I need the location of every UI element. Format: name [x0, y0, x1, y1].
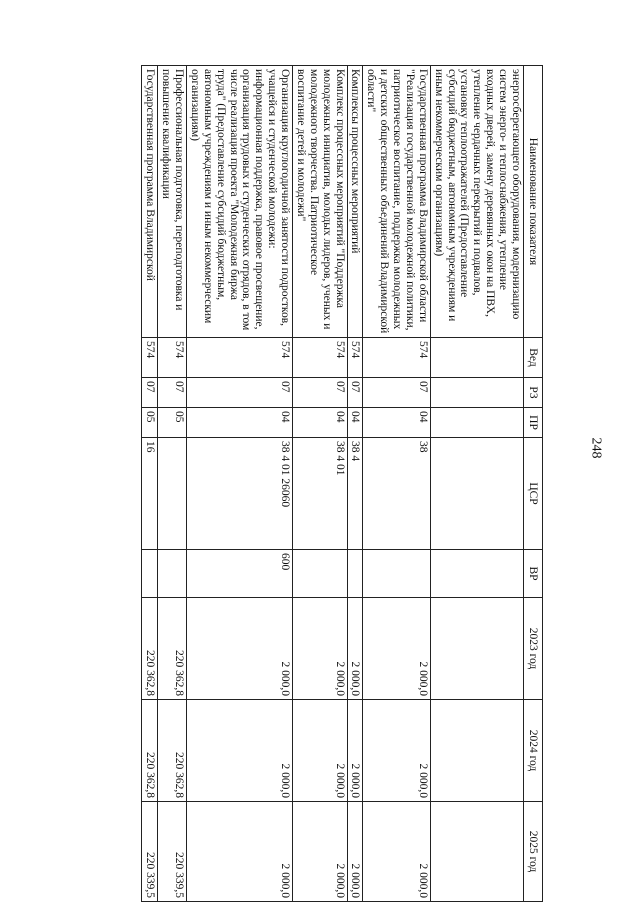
csr-cell: 38 — [363, 438, 430, 550]
vr-cell — [430, 550, 523, 598]
column-header: ПР — [524, 408, 543, 438]
ved-cell — [430, 338, 523, 378]
table-row — [430, 66, 523, 902]
amount-2024: 2 000,0 — [187, 700, 293, 802]
rz-cell: 07 — [142, 378, 158, 408]
csr-cell: 38 4 01 — [293, 438, 348, 550]
amount-2023: 2 000,0 — [187, 598, 293, 700]
table-row — [142, 66, 158, 902]
rz-cell — [430, 378, 523, 408]
amount-2024: 2 000,0 — [293, 700, 348, 802]
ved-cell: 574 — [142, 338, 158, 378]
column-header: 2025 год — [524, 802, 543, 902]
header-row — [524, 66, 543, 902]
amount-2025: 2 000,0 — [187, 802, 293, 902]
pr-cell: 04 — [347, 408, 363, 438]
csr-cell: 16 — [142, 438, 158, 550]
amount-2025: 2 000,0 — [347, 802, 363, 902]
vr-cell — [347, 550, 363, 598]
amount-2023: 2 000,0 — [363, 598, 430, 700]
pr-cell: 05 — [142, 408, 158, 438]
table-row — [363, 66, 430, 902]
rotated-page-content — [27, 65, 543, 901]
amount-2025: 220 339,5 — [158, 802, 187, 902]
amount-2025: 2 000,0 — [293, 802, 348, 902]
pr-cell — [430, 408, 523, 438]
indicator-name: Государственная программа Владимирской — [142, 66, 158, 338]
amount-2023 — [430, 598, 523, 700]
amount-2025: 2 000,0 — [363, 802, 430, 902]
vr-cell — [142, 550, 158, 598]
rz-cell: 07 — [187, 378, 293, 408]
ved-cell: 574 — [363, 338, 430, 378]
amount-2024: 2 000,0 — [347, 700, 363, 802]
amount-2024: 220 362,8 — [142, 700, 158, 802]
indicator-name: Комплексы процессных мероприятий — [347, 66, 363, 338]
amount-2023: 220 362,8 — [158, 598, 187, 700]
column-header: ЦСР — [524, 438, 543, 550]
pr-cell: 04 — [187, 408, 293, 438]
page-number: 248 — [588, 437, 604, 459]
budget-table — [142, 65, 544, 902]
pr-cell: 05 — [158, 408, 187, 438]
column-header: 2023 год — [524, 598, 543, 700]
pr-cell: 04 — [363, 408, 430, 438]
amount-2025 — [430, 802, 523, 902]
indicator-name: Профессиональная подготовка, переподготовка и повышение квалификации — [158, 66, 187, 338]
rz-cell: 07 — [363, 378, 430, 408]
table-row — [187, 66, 293, 902]
rz-cell: 07 — [347, 378, 363, 408]
vr-cell — [293, 550, 348, 598]
column-header: ВР — [524, 550, 543, 598]
amount-2023: 2 000,0 — [293, 598, 348, 700]
csr-cell — [430, 438, 523, 550]
indicator-name: Комплекс процессных мероприятий "Поддержка молодежных инициатив, молодых лидеров, ученых и молодежного творчества. Патриотическое воспитание детей и молодежи" — [293, 66, 348, 338]
ved-cell: 574 — [158, 338, 187, 378]
pr-cell: 04 — [293, 408, 348, 438]
ved-cell: 574 — [187, 338, 293, 378]
column-header: Наименование показателя — [524, 66, 543, 338]
csr-cell: 38 4 — [347, 438, 363, 550]
amount-2023: 2 000,0 — [347, 598, 363, 700]
amount-2024: 2 000,0 — [363, 700, 430, 802]
rz-cell: 07 — [158, 378, 187, 408]
csr-cell: 38 4 01 26060 — [187, 438, 293, 550]
amount-2025: 220 339,5 — [142, 802, 158, 902]
csr-cell — [158, 438, 187, 550]
vr-cell: 600 — [187, 550, 293, 598]
indicator-name: Государственная программа Владимирской области "Реализация государственной молодежной политики, патриотическое воспитание, поддержка молодежных и детских общественных объединений Владимирской области" — [363, 66, 430, 338]
amount-2023: 220 362,8 — [142, 598, 158, 700]
amount-2024: 220 362,8 — [158, 700, 187, 802]
table-row — [293, 66, 348, 902]
indicator-name: Организация круглогодичной занятости подростков, учащейся и студенческой молодежи: информационная поддержка, правовое просвещение, организация трудовых и студенческих отрядов, в том числе реализация проекта "Молодежная биржа труда" (Предоставление субсидий бюджетным, автономным учреждениям и иным некоммерческим организациям) — [187, 66, 293, 338]
vr-cell — [363, 550, 430, 598]
table-row — [347, 66, 363, 902]
ved-cell: 574 — [347, 338, 363, 378]
column-header: 2024 год — [524, 700, 543, 802]
indicator-name: энергосберегающего оборудования, модернизацию систем энерго- и теплоснабжения, утепление входных дверей, замену деревянных окон на ПВХ, утепление чердачных перекрытий и подвалов, установку теплоотражателей (Предоставление субсидий бюджетным, автономным учреждениям и иным некоммерческим организациям) — [430, 66, 523, 338]
column-header: РЗ — [524, 378, 543, 408]
vr-cell — [158, 550, 187, 598]
table-row — [158, 66, 187, 902]
column-header: Вед — [524, 338, 543, 378]
rz-cell: 07 — [293, 378, 348, 408]
amount-2024 — [430, 700, 523, 802]
ved-cell: 574 — [293, 338, 348, 378]
